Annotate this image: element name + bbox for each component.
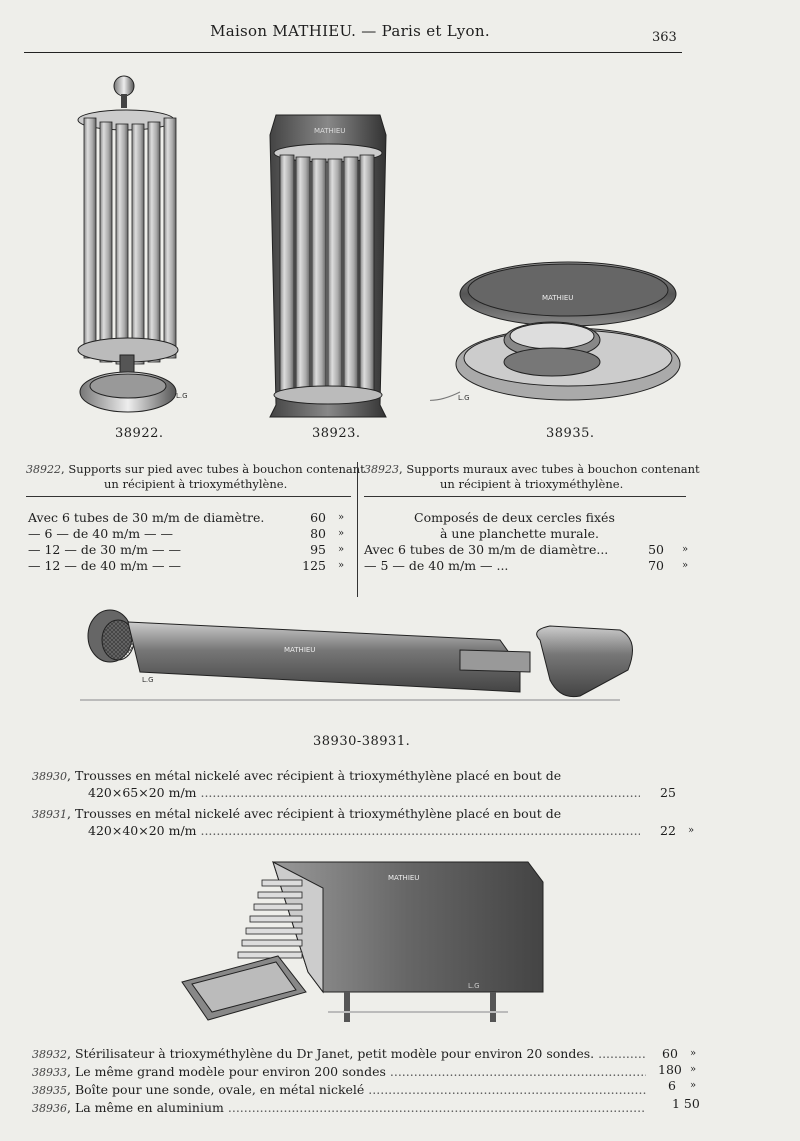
sterilisateur-row: 38935, Boîte pour une sonde, ovale, en métal nickelé .....	[32, 1082, 646, 1099]
left-rule	[26, 496, 351, 497]
sterilisateur-row: 38933, Le même grand modèle pour environ 200 sondes .....	[32, 1064, 646, 1081]
trousse-line1: 38931, Trousses en métal nickelé avec récipient à trioxyméthylène placé en bout de	[32, 806, 562, 821]
right-intro-line1: Composés de deux cercles fixés	[414, 510, 615, 525]
header-rule	[24, 52, 682, 53]
trousse-line2: 420×65×20 m/m .....	[88, 785, 640, 801]
trousse-price: 25	[660, 785, 676, 800]
right-rule	[364, 496, 686, 497]
column-divider	[357, 462, 358, 597]
sterilisateur-row: 38936, La même en aluminium .....	[32, 1100, 646, 1117]
catalog-number: 38932	[32, 1048, 67, 1061]
sterilisateur-row: 38932, Stérilisateur à trioxyméthylène du Dr Janet, petit modèle pour environ 20 sondes. .....	[32, 1046, 646, 1063]
catalog-number: 38933	[32, 1066, 67, 1079]
right-description-line1: 38923, Supports muraux avec tubes à bouchon contenant	[364, 462, 700, 476]
fig3-brand: MATHIEU	[542, 294, 574, 302]
fig5-monogram: L.G	[468, 982, 480, 990]
right-description-line2: un récipient à trioxyméthylène.	[440, 477, 624, 491]
sterilisateur-unit: »	[690, 1064, 697, 1075]
trousse-line2: 420×40×20 m/m .....	[88, 823, 640, 839]
sterilizer-cabinet-illustration	[178, 852, 548, 1037]
fig4-monogram: L.G	[142, 676, 154, 684]
sterilisateur-price: 6	[668, 1078, 676, 1093]
right-intro-line2: à une planchette murale.	[440, 526, 599, 541]
fig1-label: 38922.	[115, 426, 164, 441]
fig4-brand: MATHIEU	[284, 646, 316, 654]
sterilisateur-price: 60	[662, 1046, 678, 1061]
oval-box-illustration	[430, 252, 690, 412]
fig1-monogram: L.G	[176, 392, 188, 400]
catalog-number: 38931	[32, 808, 67, 821]
page-number: 363	[652, 30, 677, 45]
catalog-number: 38935	[32, 1084, 67, 1097]
left-spec-row: — 12 — de 30 m/m — — 95 »	[28, 542, 345, 557]
page-header-title: Maison MATHIEU. — Paris et Lyon.	[210, 22, 490, 40]
sterilisateur-price: 1 50	[672, 1096, 700, 1111]
wall-tube-rack-illustration	[268, 105, 388, 425]
rotating-tube-stand-illustration	[70, 70, 200, 425]
fig4-label: 38930-38931.	[313, 734, 411, 749]
catalog-number: 38922	[26, 463, 61, 476]
sterilisateur-unit: »	[690, 1080, 697, 1091]
left-spec-row: Avec 6 tubes de 30 m/m de diamètre. 60 »	[28, 510, 345, 525]
left-description-line2: un récipient à trioxyméthylène.	[104, 477, 288, 491]
catalog-number: 38930	[32, 770, 67, 783]
left-spec-row: — 12 — de 40 m/m — — 125 »	[28, 558, 345, 573]
fig3-label: 38935.	[546, 426, 595, 441]
fig2-label: 38923.	[312, 426, 361, 441]
left-spec-row: — 6 — de 40 m/m — — 80 »	[28, 526, 345, 541]
sterilisateur-unit: »	[690, 1048, 697, 1059]
right-spec-row: — 5 — de 40 m/m — ... 70 »	[364, 558, 689, 573]
fig3-monogram: L.G	[458, 394, 470, 402]
trousse-line1: 38930, Trousses en métal nickelé avec récipient à trioxyméthylène placé en bout de	[32, 768, 562, 783]
trousse-unit: »	[688, 825, 695, 836]
catalog-number: 38936	[32, 1102, 67, 1115]
trousse-price: 22	[660, 823, 676, 838]
right-spec-row: Avec 6 tubes de 30 m/m de diamètre... 50 »	[364, 542, 689, 557]
fig2-brand: MATHIEU	[314, 127, 346, 135]
sterilisateur-price: 180	[658, 1062, 682, 1077]
instrument-case-illustration	[80, 600, 650, 710]
fig5-brand: MATHIEU	[388, 874, 420, 882]
left-description-line1: 38922, Supports sur pied avec tubes à bouchon contenant	[26, 462, 365, 476]
catalog-number: 38923	[364, 463, 399, 476]
